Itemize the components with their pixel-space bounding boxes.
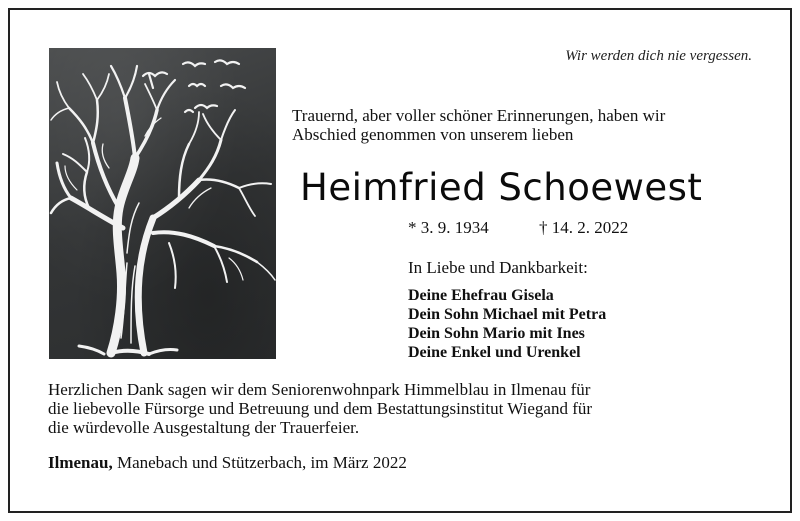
signoff-rest: Manebach und Stützerbach, im März 2022 — [116, 453, 407, 472]
death-date: † 14. 2. 2022 — [539, 218, 629, 237]
mourner-name: Deine Ehefrau Gisela — [408, 287, 554, 304]
tree-with-birds-icon — [49, 48, 276, 359]
mourners-title: In Liebe und Dankbarkeit: — [408, 258, 588, 277]
deceased-name: Heimfried Schoewest — [300, 166, 703, 209]
mourner-name: Dein Sohn Michael mit Petra — [408, 306, 607, 323]
mourner-name: Dein Sohn Mario mit Ines — [408, 325, 585, 342]
birth-date: * 3. 9. 1934 — [408, 218, 489, 237]
signoff — [48, 453, 407, 473]
mourners-list — [408, 286, 606, 362]
closing-line: Herzlichen Dank sagen wir dem Seniorenwohnpark Himmelblau in Ilmenau für — [48, 380, 591, 399]
closing-thanks — [48, 380, 592, 437]
signoff-place: Ilmenau, — [48, 453, 113, 472]
tree-picture — [49, 48, 276, 359]
intro-text — [292, 106, 665, 144]
mourner-name: Deine Enkel und Urenkel — [408, 344, 581, 361]
motto: Wir werden dich nie vergessen. — [565, 48, 752, 64]
intro-line: Abschied genommen von unserem lieben — [292, 125, 574, 144]
intro-line: Trauernd, aber voller schöner Erinnerungen, haben wir — [292, 106, 666, 125]
closing-line: die würdevolle Ausgestaltung der Trauerfeier. — [48, 418, 360, 437]
closing-line: die liebevolle Fürsorge und Betreuung und dem Bestattungsinstitut Wiegand für — [48, 399, 593, 418]
life-dates — [408, 218, 628, 238]
